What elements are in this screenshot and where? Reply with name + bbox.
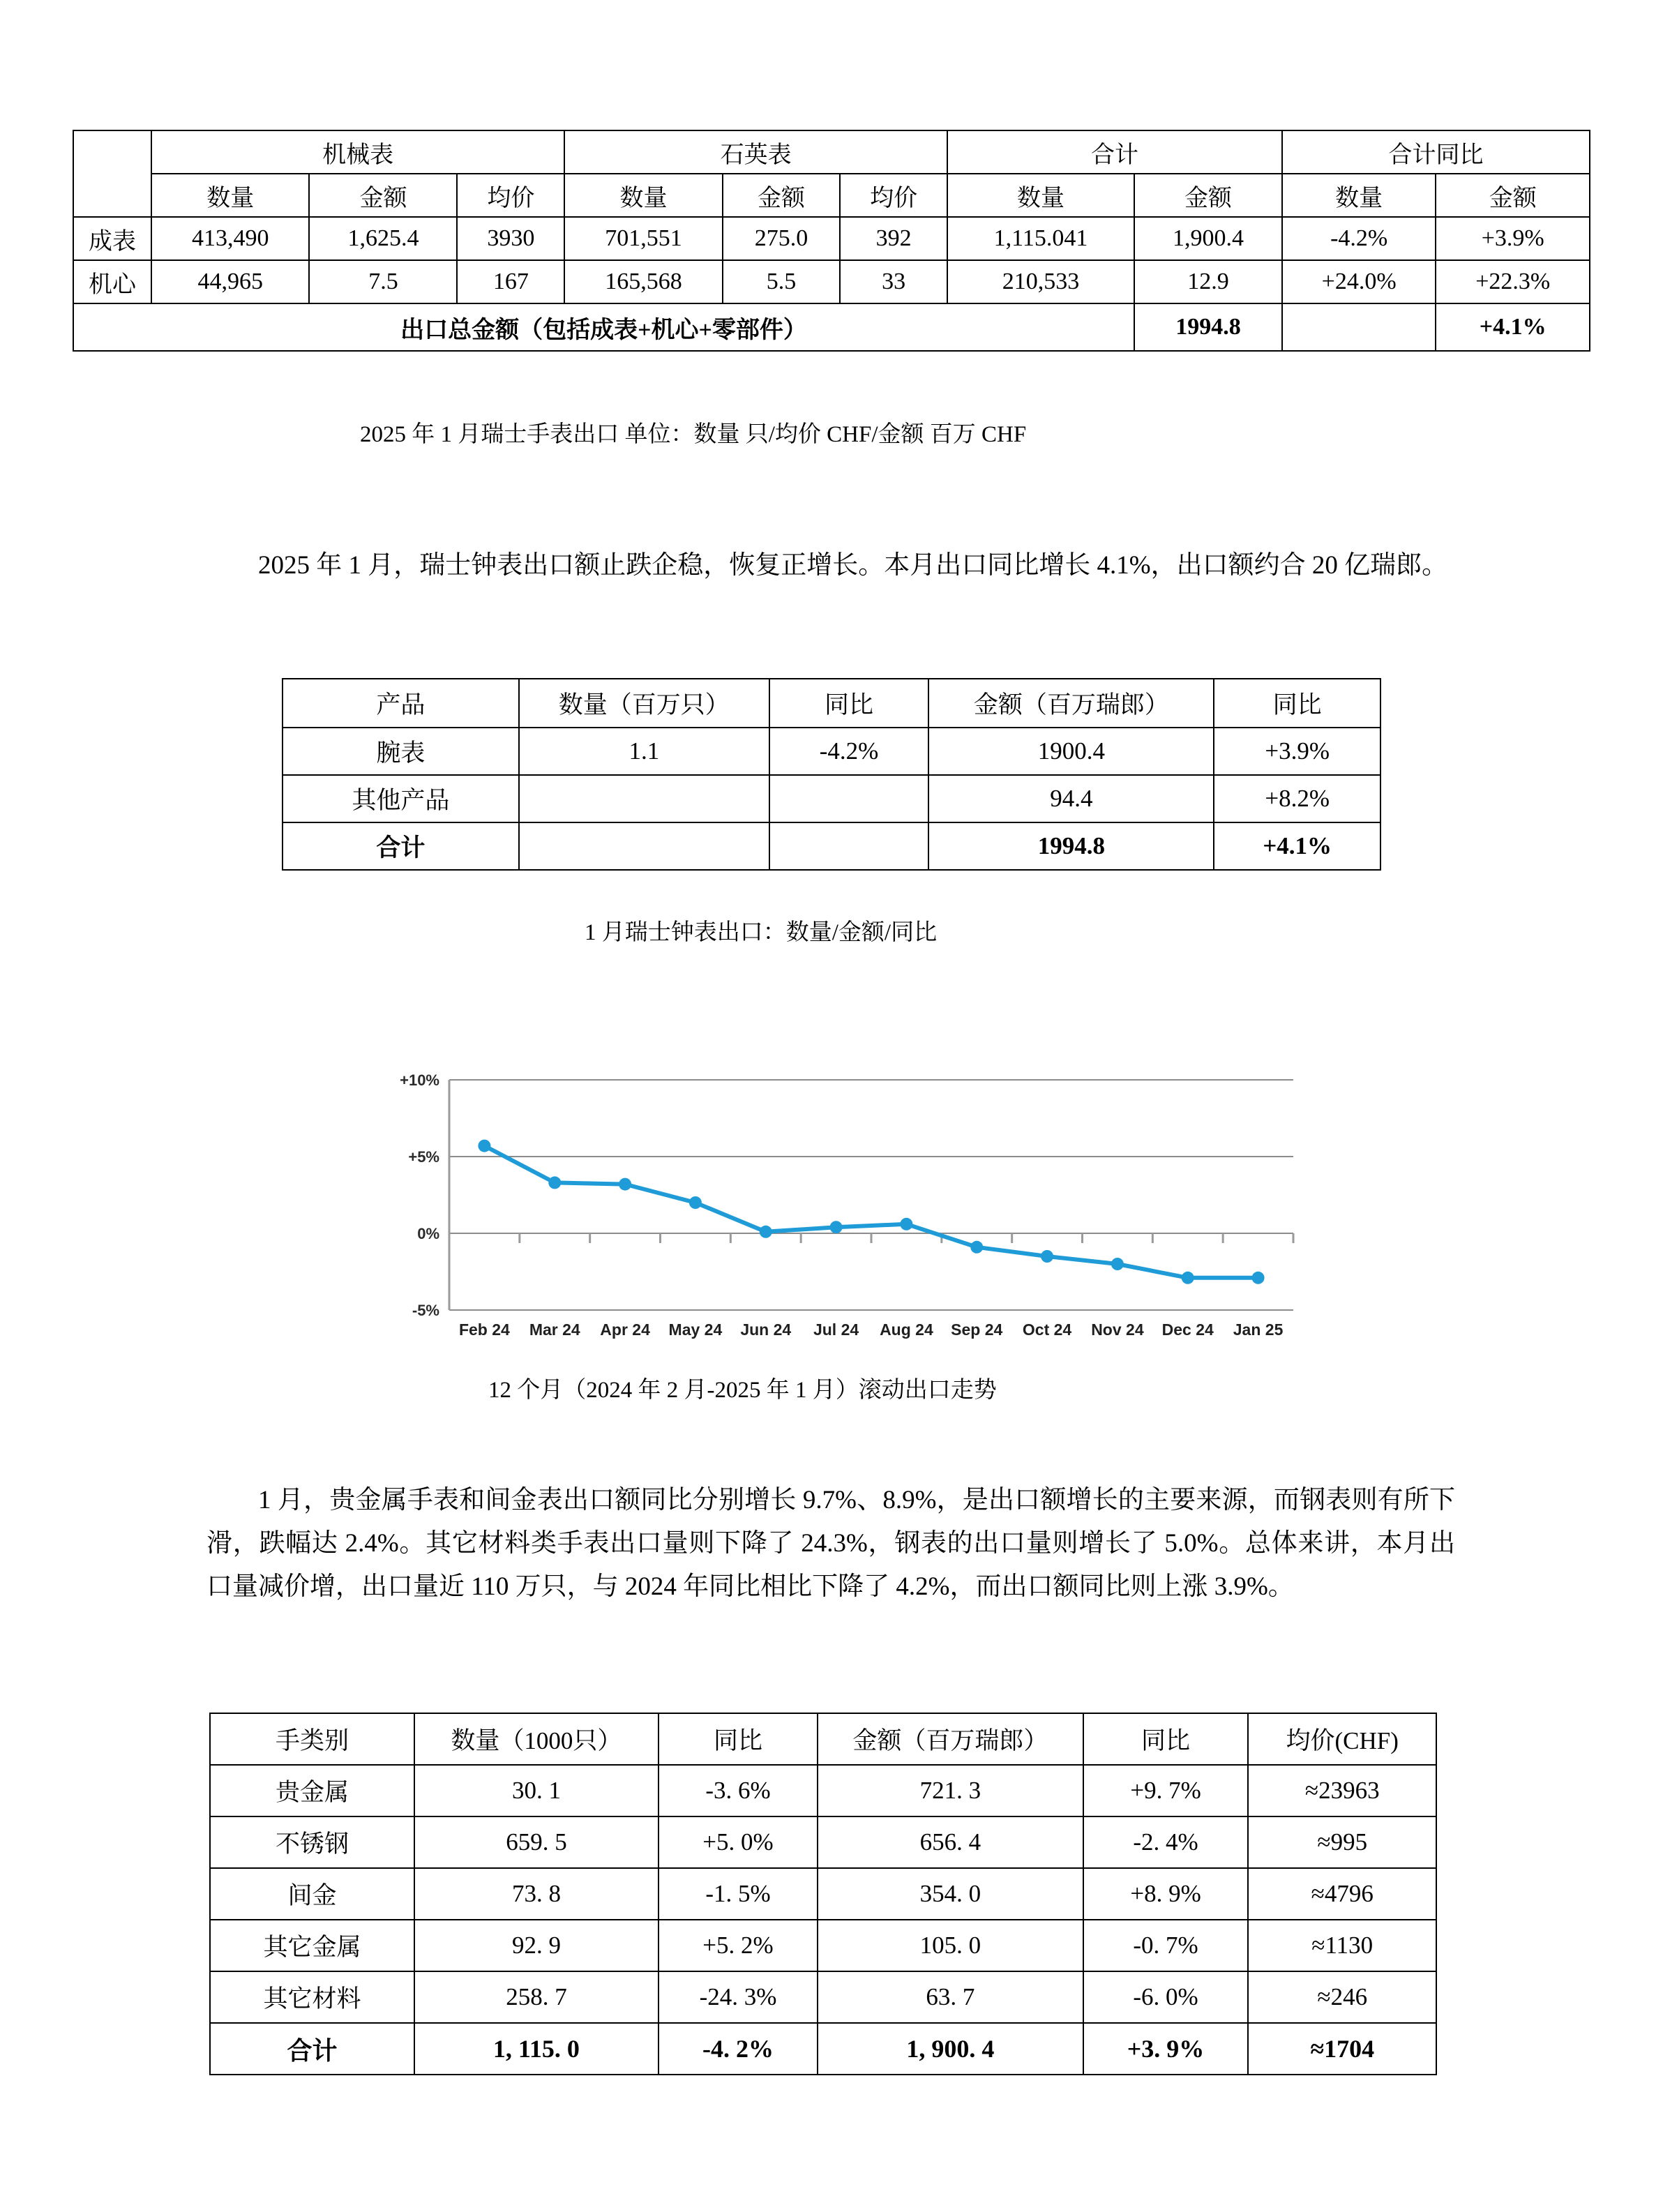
chart-data-point [760, 1226, 772, 1238]
chart-x-tick-label: Jan 25 [1233, 1321, 1284, 1339]
table-row [283, 728, 1380, 775]
cell [519, 822, 769, 870]
paragraph-material-breakdown [206, 1479, 1455, 1609]
chart-caption: 12 个月（2024 年 2 月-2025 年 1 月）滚动出口走势 [488, 1378, 997, 1403]
cell: ≈1130 [1248, 1920, 1436, 1971]
cell: 659. 5 [414, 1816, 659, 1868]
cell: 92. 9 [414, 1920, 659, 1971]
table-row [210, 1765, 1436, 1816]
cell: 1.1 [519, 728, 769, 775]
col-header-quantity: 数量（1000只） [414, 1713, 659, 1765]
cell: 1994.8 [928, 822, 1214, 870]
cell: 94.4 [928, 775, 1214, 822]
chart-data-point [478, 1140, 490, 1152]
chart-data-point [900, 1218, 912, 1231]
cell: 413,490 [151, 217, 309, 260]
table-row [210, 1816, 1436, 1868]
col-header-yoy-amount: 同比 [1083, 1713, 1249, 1765]
cell: -6. 0% [1083, 1971, 1249, 2023]
chart-x-tick-label: Aug 24 [880, 1321, 933, 1339]
col-header-avg-price: 均价(CHF) [1248, 1713, 1436, 1765]
cell: ≈995 [1248, 1816, 1436, 1868]
chart-x-tick-label: Mar 24 [529, 1321, 580, 1339]
chart-data-point [1041, 1250, 1053, 1263]
cell: 105. 0 [818, 1920, 1083, 1971]
cell: 392 [840, 217, 947, 260]
cell: 33 [840, 260, 947, 303]
chart-data-point [1252, 1272, 1265, 1284]
cell: 167 [457, 260, 564, 303]
product-table [282, 678, 1381, 871]
sub-header-0: 数量 [151, 174, 309, 217]
cell: 656. 4 [818, 1816, 1083, 1868]
cell: 63. 7 [818, 1971, 1083, 2023]
cell: -3. 6% [659, 1765, 818, 1816]
cell: 30. 1 [414, 1765, 659, 1816]
sub-header-1: 金额 [309, 174, 457, 217]
chart-data-point [1111, 1258, 1124, 1270]
cell: -4.2% [1282, 217, 1436, 260]
cell: 1, 900. 4 [818, 2023, 1083, 2075]
chart-y-tick-labels [400, 1071, 439, 1319]
cell: ≈246 [1248, 1971, 1436, 2023]
cell: 合计 [283, 822, 519, 870]
row-label-movement: 机心 [73, 260, 151, 303]
chart-x-tick-label: May 24 [668, 1321, 723, 1339]
table-row-header [210, 1713, 1436, 1765]
sub-header-3: 数量 [564, 174, 722, 217]
total-row-blank [1282, 303, 1436, 351]
row-label-finished-watch: 成表 [73, 217, 151, 260]
table-row [73, 260, 1590, 303]
cell: 12.9 [1134, 260, 1282, 303]
chart-y-tick-label: +10% [400, 1071, 439, 1089]
cell: 1900.4 [928, 728, 1214, 775]
chart-y-tick-label: -5% [412, 1302, 439, 1319]
col-header-yoy-qty: 同比 [659, 1713, 818, 1765]
chart-y-tick-label: 0% [417, 1225, 439, 1242]
chart-data-point [619, 1178, 631, 1191]
cell: 1,625.4 [309, 217, 457, 260]
cell [769, 775, 929, 822]
chart-x-tick-label: Apr 24 [600, 1321, 650, 1339]
cell: 165,568 [564, 260, 722, 303]
cell: +5. 2% [659, 1920, 818, 1971]
cell: 210,533 [947, 260, 1134, 303]
paragraph-1-text: 2025 年 1 月，瑞士钟表出口额止跌企稳，恢复正增长。本月出口同比增长 4.1%，出口额约合 20 亿瑞郎。 [258, 551, 1448, 580]
product-table-caption: 1 月瑞士钟表出口：数量/金额/同比 [585, 920, 938, 945]
rolling-export-trend-chart [360, 1067, 1309, 1346]
cell: 贵金属 [210, 1765, 414, 1816]
cell: +8. 9% [1083, 1868, 1249, 1920]
cell: 1, 115. 0 [414, 2023, 659, 2075]
col-header-yoy-qty: 同比 [769, 679, 929, 728]
chart-data-point [830, 1221, 843, 1233]
chart-x-tick-label: Jul 24 [813, 1321, 859, 1339]
group-header-quartz: 石英表 [564, 130, 947, 174]
cell: -4. 2% [659, 2023, 818, 2075]
cell: ≈1704 [1248, 2023, 1436, 2075]
cell: 其它材料 [210, 1971, 414, 2023]
sub-header-9: 金额 [1436, 174, 1590, 217]
table-row-header [283, 679, 1380, 728]
cell: +8.2% [1214, 775, 1380, 822]
chart-x-tick-label: Dec 24 [1161, 1321, 1214, 1339]
cell: 275.0 [723, 217, 840, 260]
summary-table-container [73, 130, 1590, 352]
table-row [210, 1971, 1436, 2023]
cell: 258. 7 [414, 1971, 659, 2023]
col-header-quantity: 数量（百万只） [519, 679, 769, 728]
paragraph-2-text: 1 月，贵金属手表和间金表出口额同比分别增长 9.7%、8.9%，是出口额增长的主要来源，而钢表则有所下滑，跌幅达 2.4%。其它材料类手表出口量则下降了 24.3%，钢表的出口量则增长了 5.0%。总体来讲，本月出口量减价增，出口量近 110 万只，与 2024 年同比相比下降了 4.2%，而出口额同比则上涨 3.9%。 [206, 1486, 1455, 1601]
chart-y-tick-label: +5% [408, 1148, 439, 1166]
chart-x-tick-label: Jun 24 [740, 1321, 792, 1339]
chart-x-tick-label: Oct 24 [1022, 1321, 1072, 1339]
cell: ≈4796 [1248, 1868, 1436, 1920]
cell: -2. 4% [1083, 1816, 1249, 1868]
cell: -24. 3% [659, 1971, 818, 2023]
col-header-yoy-amount: 同比 [1214, 679, 1380, 728]
cell: 73. 8 [414, 1868, 659, 1920]
chart-data-point [970, 1241, 983, 1254]
cell: 5.5 [723, 260, 840, 303]
table-row [210, 1920, 1436, 1971]
cell: 1,900.4 [1134, 217, 1282, 260]
chart-x-tick-label: Feb 24 [458, 1321, 510, 1339]
cell: -1. 5% [659, 1868, 818, 1920]
cell: -0. 7% [1083, 1920, 1249, 1971]
cell: +5. 0% [659, 1816, 818, 1868]
summary-corner-cell [73, 130, 151, 217]
cell: ≈23963 [1248, 1765, 1436, 1816]
table-row-group-header [73, 130, 1590, 174]
cell: 721. 3 [818, 1765, 1083, 1816]
cell: +24.0% [1282, 260, 1436, 303]
table-row-total [210, 2023, 1436, 2075]
cell: 其它金属 [210, 1920, 414, 1971]
group-header-total-yoy: 合计同比 [1282, 130, 1590, 174]
cell [769, 822, 929, 870]
paragraph-january-overview [206, 544, 1455, 587]
col-header-material: 手类别 [210, 1713, 414, 1765]
col-header-amount: 金额（百万瑞郎） [928, 679, 1214, 728]
cell: 701,551 [564, 217, 722, 260]
cell: 44,965 [151, 260, 309, 303]
sub-header-8: 数量 [1282, 174, 1436, 217]
summary-table [73, 130, 1590, 352]
cell: 3930 [457, 217, 564, 260]
group-header-total: 合计 [947, 130, 1282, 174]
table-row-sub-header [73, 174, 1590, 217]
cell: 腕表 [283, 728, 519, 775]
cell [519, 775, 769, 822]
sub-header-4: 金额 [723, 174, 840, 217]
cell: 其他产品 [283, 775, 519, 822]
table-row [283, 775, 1380, 822]
cell: 不锈钢 [210, 1816, 414, 1868]
chart-x-tick-label: Nov 24 [1091, 1321, 1144, 1339]
chart-data-point [1182, 1272, 1194, 1284]
table-row-total [73, 303, 1590, 351]
cell: 合计 [210, 2023, 414, 2075]
chart-data-point [548, 1176, 561, 1189]
table-row [73, 217, 1590, 260]
table-row [210, 1868, 1436, 1920]
sub-header-5: 均价 [840, 174, 947, 217]
chart-data-point [689, 1196, 702, 1209]
chart-svg [360, 1067, 1309, 1346]
sub-header-6: 数量 [947, 174, 1134, 217]
table-row-total [283, 822, 1380, 870]
cell: -4.2% [769, 728, 929, 775]
cell: +4.1% [1214, 822, 1380, 870]
cell: +9. 7% [1083, 1765, 1249, 1816]
chart-x-tick-labels [459, 1321, 1284, 1339]
cell: +3.9% [1436, 217, 1590, 260]
cell: 间金 [210, 1868, 414, 1920]
cell: +3. 9% [1083, 2023, 1249, 2075]
cell: +3.9% [1214, 728, 1380, 775]
material-table-container [209, 1713, 1437, 2075]
chart-x-tick-label: Sep 24 [951, 1321, 1003, 1339]
group-header-mechanical: 机械表 [151, 130, 564, 174]
col-header-amount: 金额（百万瑞郎） [818, 1713, 1083, 1765]
total-row-amount: 1994.8 [1134, 303, 1282, 351]
total-row-yoy: +4.1% [1436, 303, 1590, 351]
cell: +22.3% [1436, 260, 1590, 303]
col-header-product: 产品 [283, 679, 519, 728]
total-row-label: 出口总金额（包括成表+机心+零部件） [73, 303, 1134, 351]
cell: 1,115.041 [947, 217, 1134, 260]
product-table-container [282, 678, 1381, 871]
sub-header-7: 金额 [1134, 174, 1282, 217]
sub-header-2: 均价 [457, 174, 564, 217]
cell: 7.5 [309, 260, 457, 303]
summary-table-caption: 2025 年 1 月瑞士手表出口 单位：数量 只/均价 CHF/金额 百万 CHF [360, 422, 1027, 447]
material-table [209, 1713, 1437, 2075]
cell: 354. 0 [818, 1868, 1083, 1920]
